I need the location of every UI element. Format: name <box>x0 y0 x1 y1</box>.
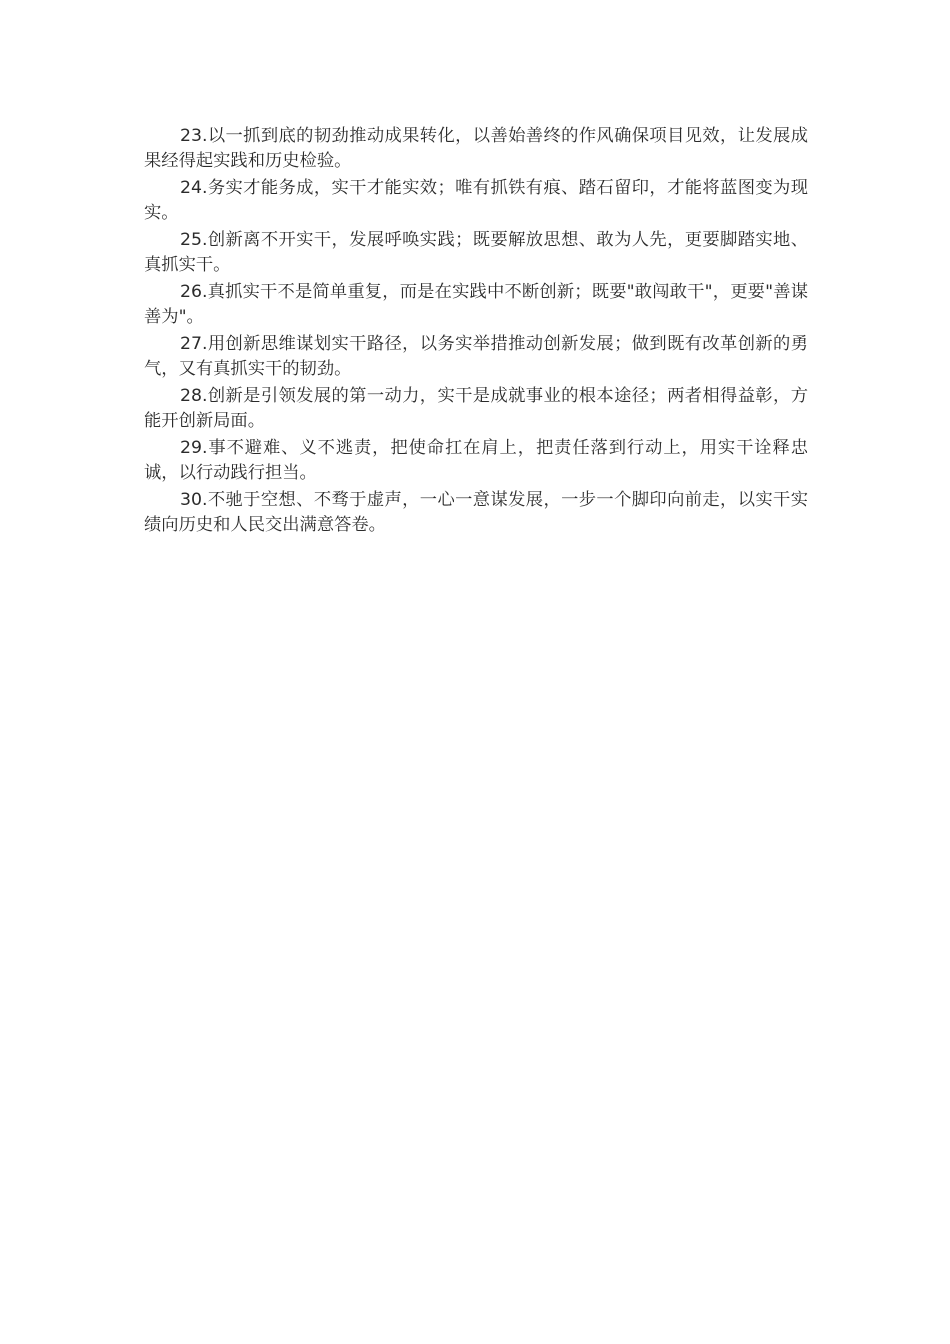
document-body <box>144 124 808 540</box>
paragraph-24: 24.务实才能务成，实干才能实效；唯有抓铁有痕、踏石留印，才能将蓝图变为现实。 <box>144 178 808 223</box>
paragraph-28: 28.创新是引领发展的第一动力，实干是成就事业的根本途径；两者相得益彰，方能开创新局面。 <box>144 386 808 431</box>
paragraph-29: 29.事不避难、义不逃责，把使命扛在肩上，把责任落到行动上，用实干诠释忠诚，以行动践行担当。 <box>144 438 808 483</box>
paragraph-26: 26.真抓实干不是简单重复，而是在实践中不断创新；既要"敢闯敢干"，更要"善谋善为"。 <box>144 282 808 327</box>
paragraph-27: 27.用创新思维谋划实干路径，以务实举措推动创新发展；做到既有改革创新的勇气，又有真抓实干的韧劲。 <box>144 334 808 379</box>
paragraph-30: 30.不驰于空想、不骛于虚声，一心一意谋发展，一步一个脚印向前走，以实干实绩向历史和人民交出满意答卷。 <box>144 490 808 535</box>
paragraph-25: 25.创新离不开实干，发展呼唤实践；既要解放思想、敢为人先，更要脚踏实地、真抓实干。 <box>144 230 808 275</box>
paragraph-23: 23.以一抓到底的韧劲推动成果转化，以善始善终的作风确保项目见效，让发展成果经得起实践和历史检验。 <box>144 126 808 171</box>
